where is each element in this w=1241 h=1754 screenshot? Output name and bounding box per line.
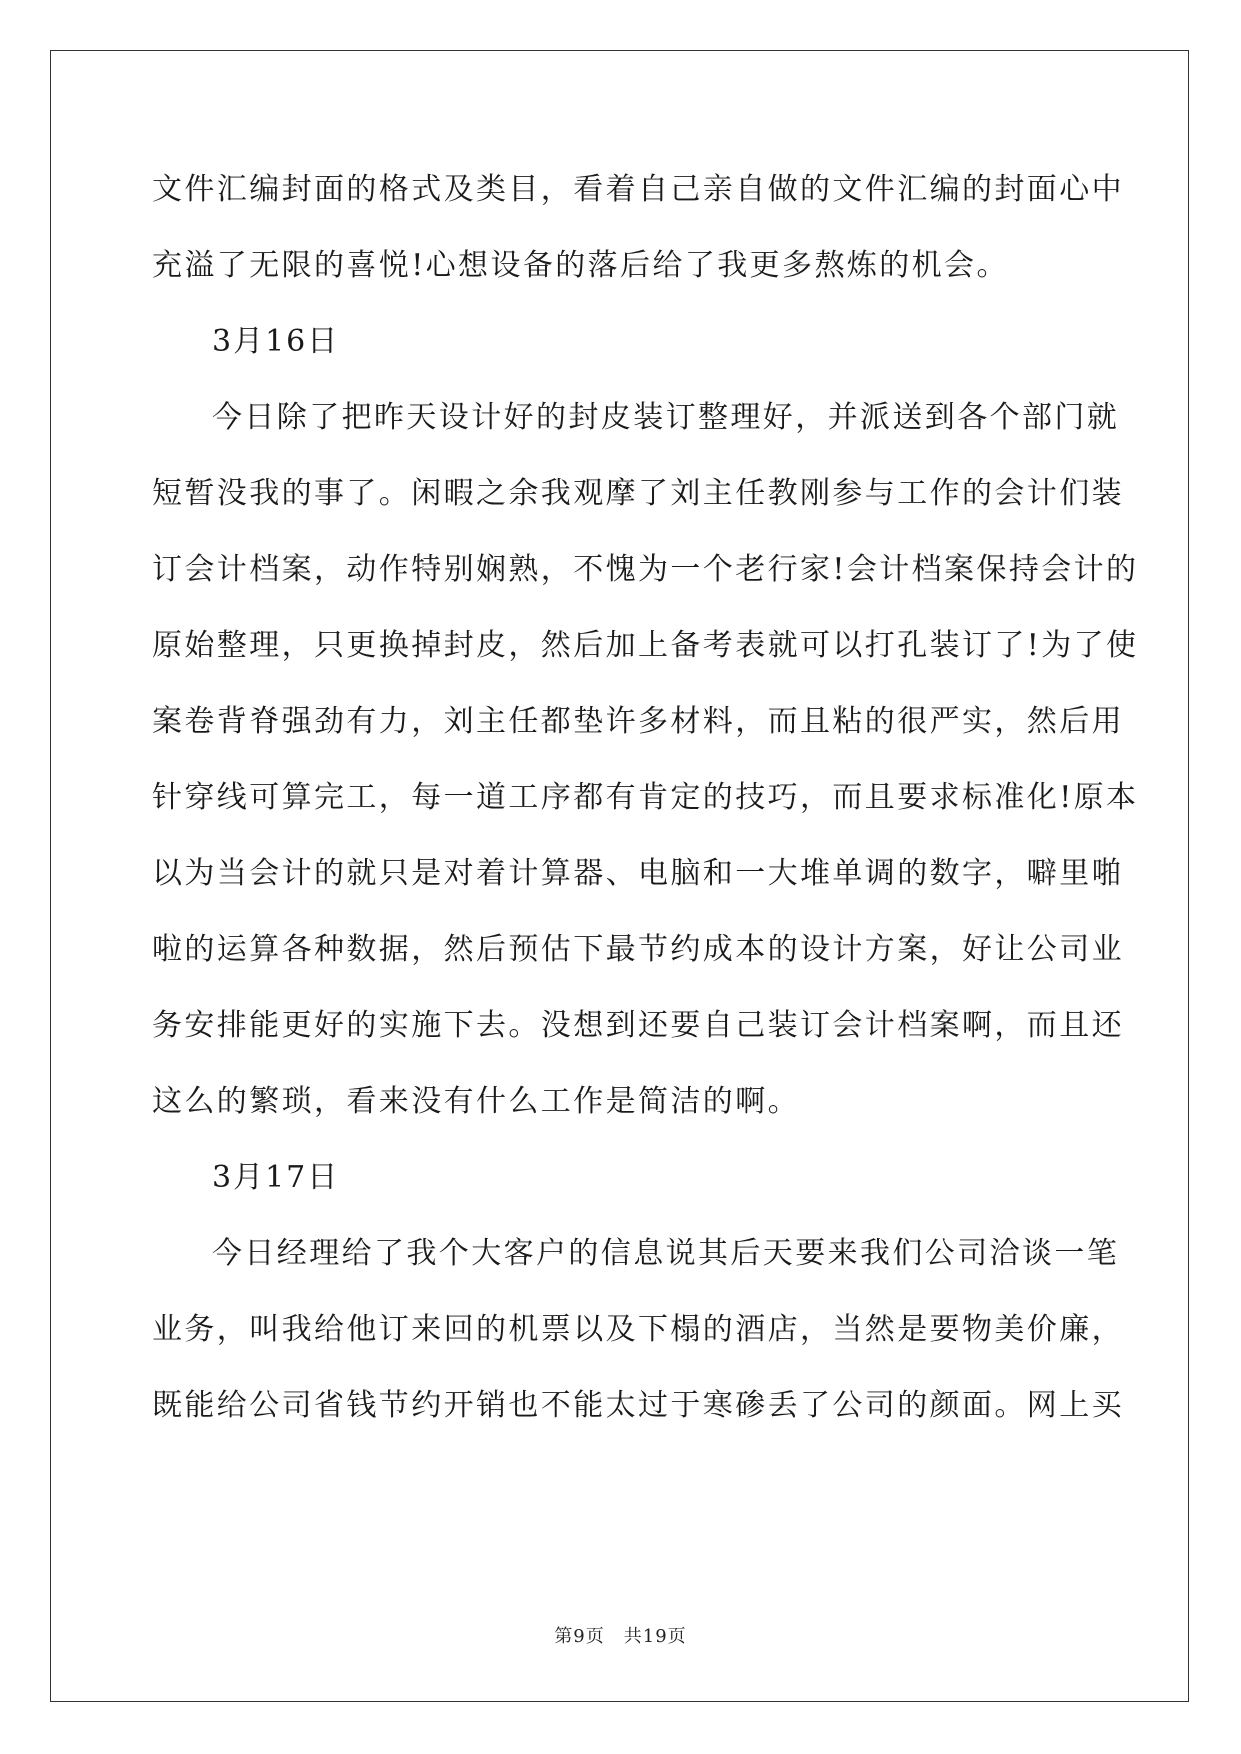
date-heading: 3月17日 — [212, 1160, 340, 1195]
text-line: 充溢了无限的喜悦!心想设备的落后给了我更多熬炼的机会。 — [152, 248, 1009, 283]
text-line: 案卷背脊强劲有力，刘主任都垫许多材料，而且粘的很严实，然后用 — [152, 704, 1124, 739]
text-line: 短暂没我的事了。闲暇之余我观摩了刘主任教刚参与工作的会计们装 — [152, 476, 1124, 511]
date-heading: 3月16日 — [212, 324, 340, 359]
text-line: 既能给公司省钱节约开销也不能太过于寒碜丢了公司的颜面。网上买 — [152, 1388, 1124, 1423]
text-line: 啦的运算各种数据，然后预估下最节约成本的设计方案，好让公司业 — [152, 932, 1124, 967]
text-line: 务安排能更好的实施下去。没想到还要自己装订会计档案啊，而且还 — [152, 1008, 1124, 1043]
text-line: 原始整理，只更换掉封皮，然后加上备考表就可以打孔装订了!为了使 — [152, 628, 1139, 663]
text-line: 业务，叫我给他订来回的机票以及下榻的酒店，当然是要物美价廉， — [152, 1312, 1124, 1347]
page-number-footer: 第9页 共19页 — [554, 1626, 687, 1647]
text-line: 今日经理给了我个大客户的信息说其后天要来我们公司洽谈一笔 — [212, 1236, 1120, 1271]
document-body — [152, 160, 1139, 1452]
text-line: 这么的繁琐，看来没有什么工作是简洁的啊。 — [152, 1084, 800, 1119]
text-line: 文件汇编封面的格式及类目，看着自己亲自做的文件汇编的封面心中 — [152, 172, 1124, 207]
text-line: 以为当会计的就只是对着计算器、电脑和一大堆单调的数字，噼里啪 — [152, 856, 1124, 891]
text-line: 今日除了把昨天设计好的封皮装订整理好，并派送到各个部门就 — [212, 400, 1120, 435]
text-line: 订会计档案，动作特别娴熟，不愧为一个老行家!会计档案保持会计的 — [152, 552, 1139, 587]
text-line: 针穿线可算完工，每一道工序都有肯定的技巧，而且要求标准化!原本 — [152, 780, 1139, 815]
